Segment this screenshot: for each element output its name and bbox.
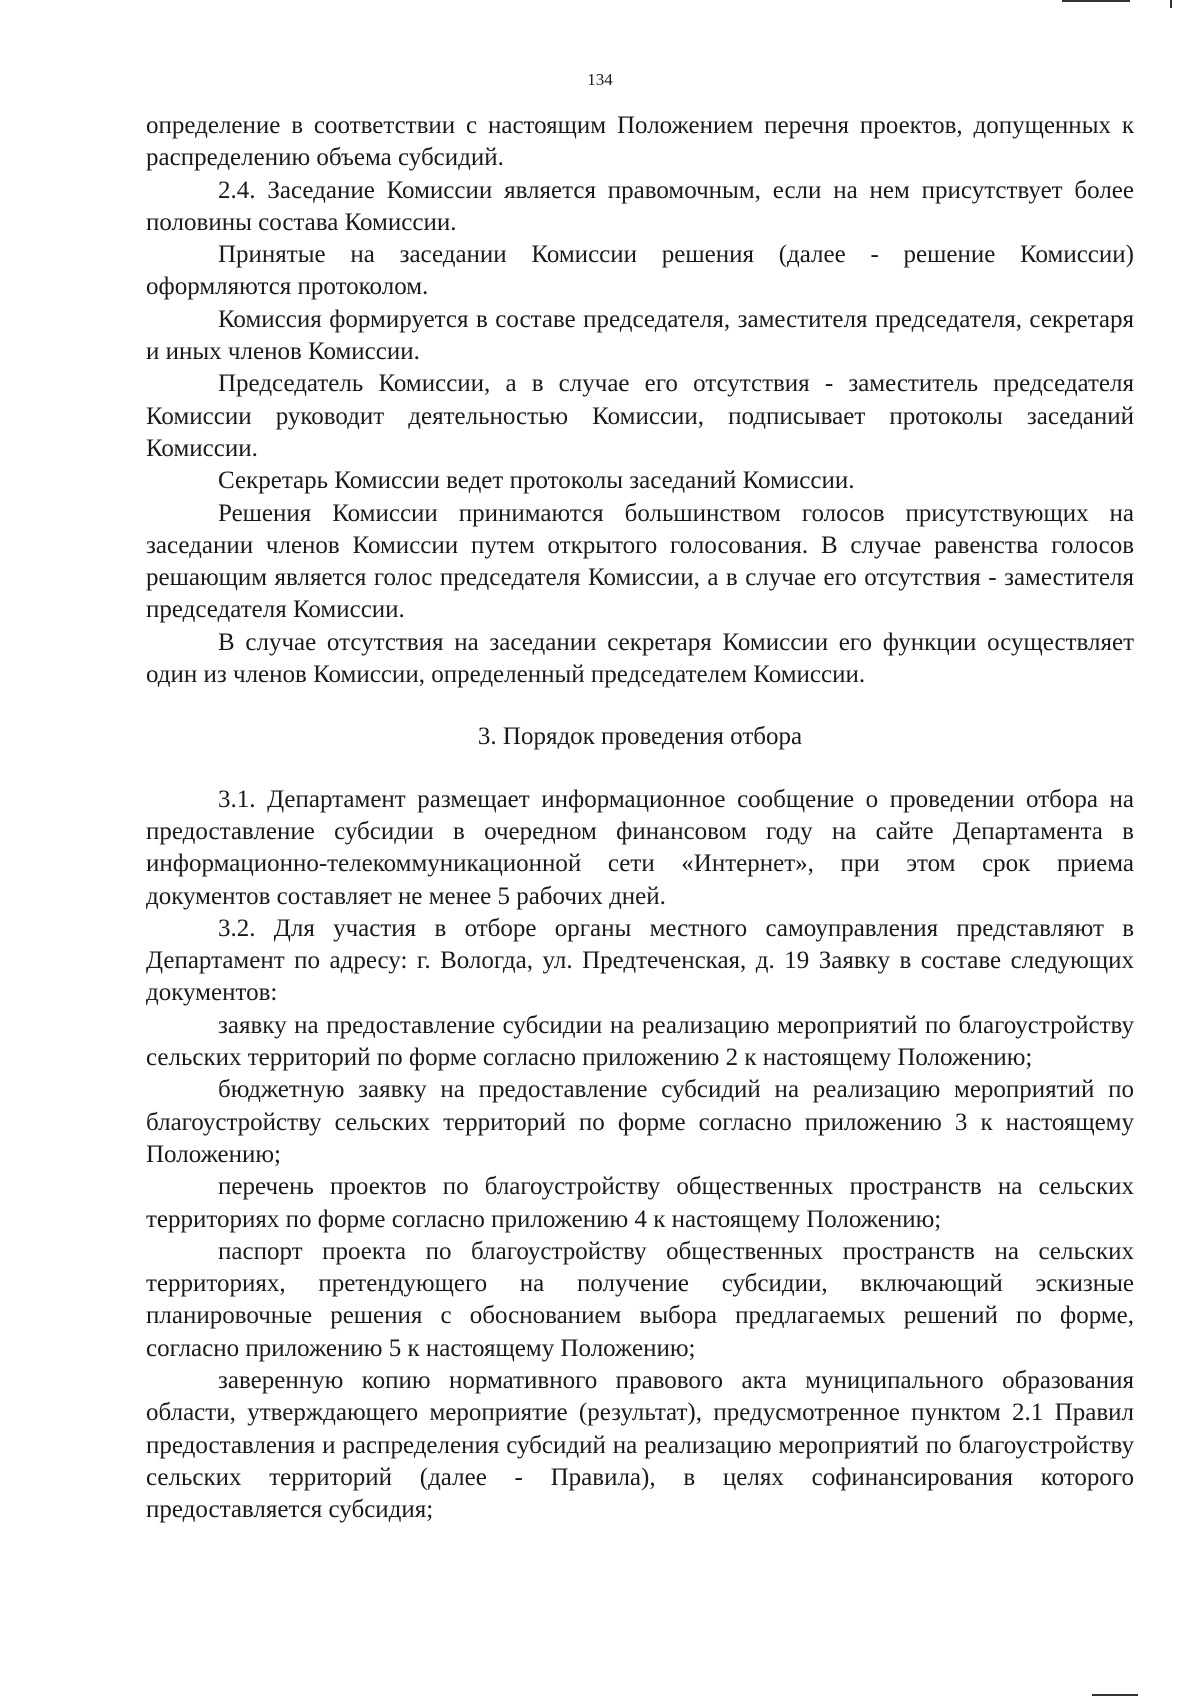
paragraph: 2.4. Заседание Комиссии является правомочным, если на нем присутствует более половины состава Комиссии. [146, 176, 1134, 236]
list-item: заявку на предоставление субсидии на реализацию мероприятий по благоустройству сельских территорий по форме согласно приложению 2 к настоящему Положению; [146, 1011, 1134, 1072]
list-item: бюджетную заявку на предоставление субсидий на реализацию мероприятий по благоустройству сельских территорий по форме согласно приложению 3 к настоящему Положению; [146, 1076, 1134, 1168]
list-item: заверенную копию нормативного правового акта муниципального образования области, утверждающего мероприятие (результат), предусмотренное пунктом 2.1 Правил предоставления и распределения субсидий на реализацию мероприятий по благоустройству сельских территорий (далее - Правила), в целях софинансирования которого предоставляется субсидия; [146, 1366, 1134, 1524]
paragraph: В случае отсутствия на заседании секретаря Комиссии его функции осуществляет один из членов Комиссии, определенный председателем Комиссии. [146, 628, 1134, 689]
list-item: паспорт проекта по благоустройству общественных пространств на сельских территориях, претендующего на получение субсидии, включающий эскизные планировочные решения с обоснованием выбора предлагаемых решений по форме, согласно приложению 5 к настоящему Положению; [146, 1237, 1134, 1362]
paragraph: Принятые на заседании Комиссии решения (далее - решение Комиссии) оформляются протоколом. [146, 241, 1134, 301]
document-body [146, 110, 1134, 1526]
paragraph: Председатель Комиссии, а в случае его отсутствия - заместитель председателя Комиссии руководит деятельностью Комиссии, подписывает протоколы заседаний Комиссии. [146, 370, 1134, 462]
list-item: перечень проектов по благоустройству общественных пространств на сельских территориях по форме согласно приложению 4 к настоящему Положению; [146, 1173, 1134, 1233]
scan-mark-top-edge [1170, 0, 1172, 8]
scan-mark-top-right [1062, 0, 1130, 2]
scan-mark-bottom-right [1092, 1694, 1138, 1696]
paragraph: Секретарь Комиссии ведет протоколы заседаний Комиссии. [218, 467, 855, 495]
paragraph: Решения Комиссии принимаются большинством голосов присутствующих на заседании членов Комиссии путем открытого голосования. В случае равенства голосов решающим является голос председателя Комиссии, а в случае его отсутствия - заместителя председателя Комиссии. [146, 499, 1134, 624]
paragraph: определение в соответствии с настоящим Положением перечня проектов, допущенных к распределению объема субсидий. [146, 112, 1134, 172]
section-heading: 3. Порядок проведения отбора [477, 723, 803, 751]
paragraph: Комиссия формируется в составе председателя, заместителя председателя, секретаря и иных членов Комиссии. [146, 305, 1134, 366]
paragraph: 3.1. Департамент размещает информационное сообщение о проведении отбора на предоставление субсидии в очередном финансовом году на сайте Департамента в информационно-телекоммуникационной сети «Интернет», при этом срок приема документов составляет не менее 5 рабочих дней. [146, 785, 1134, 910]
paragraph: 3.2. Для участия в отборе органы местного самоуправления представляют в Департамент по адресу: г. Вологда, ул. Предтеченская, д. 19 Заявку в составе следующих документов: [146, 914, 1134, 1007]
page-number: 134 [587, 70, 613, 89]
